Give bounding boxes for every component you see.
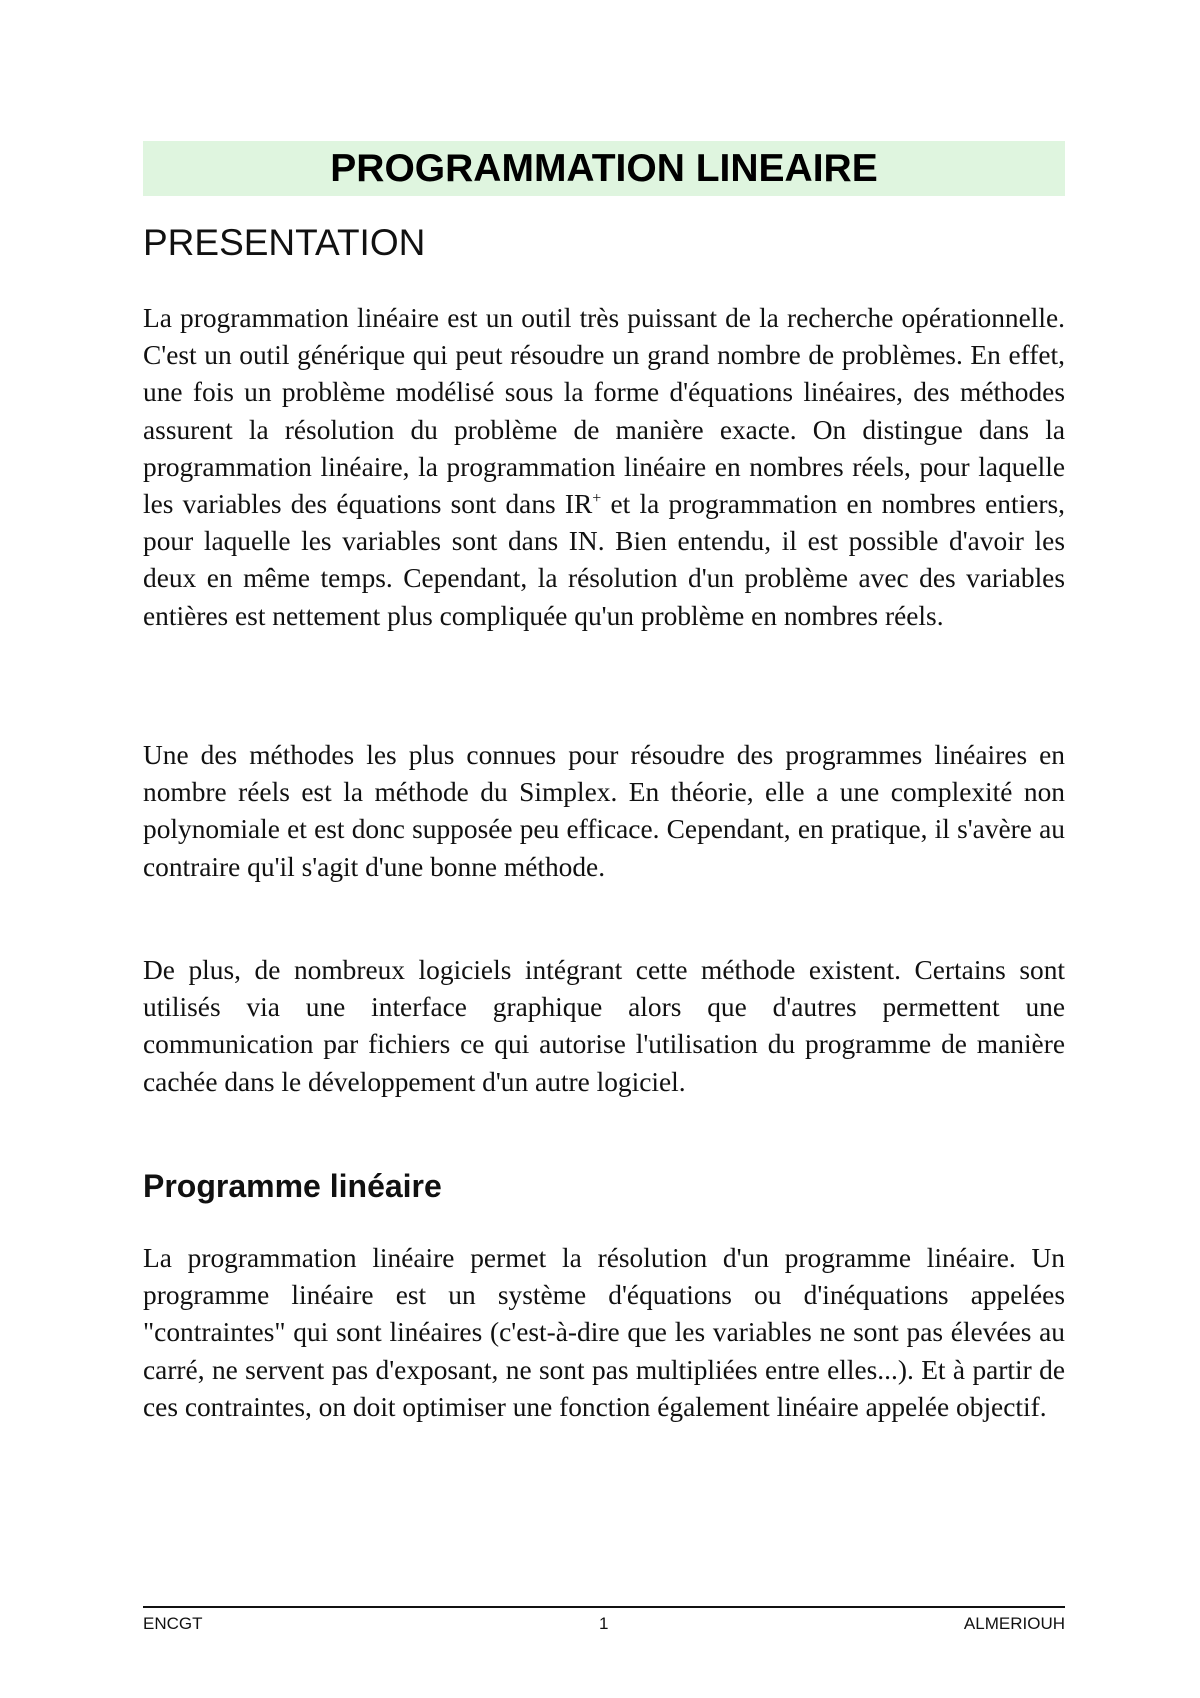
footer-divider [143,1606,1065,1608]
footer-right-text: ALMERIOUH [963,1614,1065,1633]
document-title: PROGRAMMATION LINEAIRE [330,146,878,190]
paragraph-programme-lineaire: La programmation linéaire permet la résolution d'un programme linéaire. Un programme linéaire est un système d'équations ou d'inéquations appelées "contraintes" qui sont linéaires (c'est-à-dire que les variables ne sont pas élevées au carré, ne servent pas d'exposant, ne sont pas multipliées entre elles...). Et à partir de ces contraintes, on doit optimiser une fonction également linéaire appelée objectif. [143,1243,1065,1422]
paragraph-simplex: Une des méthodes les plus connues pour résoudre des programmes linéaires en nombre réels est la méthode du Simplex. En théorie, elle a une complexité non polynomiale et est donc supposée peu efficace. Cependant, en pratique, il s'avère au contraire qu'il s'agit d'une bonne méthode. [143,740,1065,882]
page-number: 1 [599,1614,609,1633]
superscript-plus: + [592,490,602,508]
paragraph-intro-text-b: et la programmation en nombres entiers, pour laquelle les variables sont dans IN. Bien entendu, il est possible d'avoir les deux en même temps. Cependant, la résolution d'un problème avec des variables entières est nettement plus compliquée qu'un problème en nombres réels. [143,489,1065,631]
paragraph-intro-text-a: La programmation linéaire est un outil très puissant de la recherche opérationnelle. C'est un outil générique qui peut résoudre un grand nombre de problèmes. En effet, une fois un problème modélisé sous la forme d'équations linéaires, des méthodes assurent la résolution du problème de manière exacte. On distingue dans la programmation linéaire, la programmation linéaire en nombres réels, pour laquelle les variables des équations sont dans IR [143,303,1065,520]
title-band [143,141,1065,196]
section-heading-presentation: PRESENTATION [143,222,426,263]
section-heading-programme-lineaire: Programme linéaire [143,1168,442,1204]
paragraph-logiciels: De plus, de nombreux logiciels intégrant cette méthode existent. Certains sont utilisés via une interface graphique alors que d'autres permettent une communication par fichiers ce qui autorise l'utilisation du programme de manière cachée dans le développement d'un autre logiciel. [143,955,1065,1097]
page-footer [143,1614,1065,1636]
paragraph-intro [143,300,1065,635]
footer-left-text: ENCGT [143,1614,203,1633]
